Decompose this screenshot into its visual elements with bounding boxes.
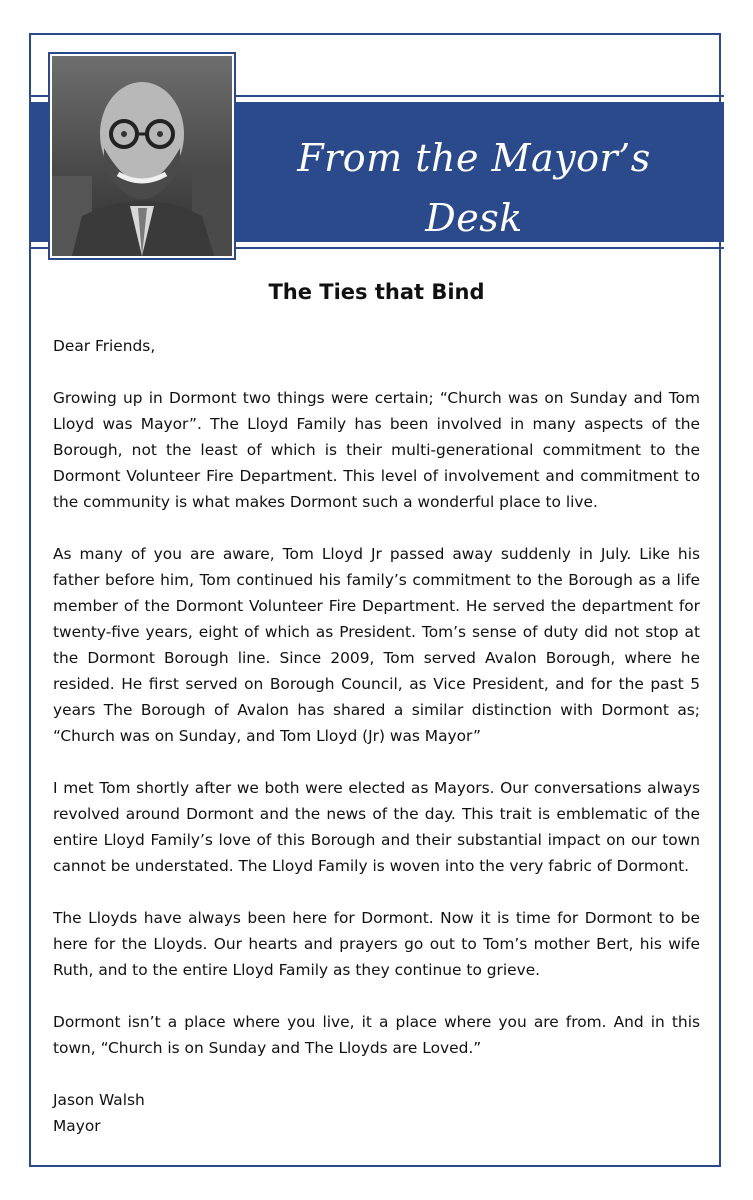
mayor-photo — [48, 52, 236, 260]
article-headline: The Ties that Bind — [268, 280, 485, 304]
article-body — [53, 333, 700, 1139]
paragraph-5: Dormont isn’t a place where you live, it a place where you are from. And in this town, “Church is on Sunday and The Lloyds are Loved.” — [53, 1013, 700, 1057]
paragraph-3: I met Tom shortly after we both were elected as Mayors. Our conversations always revolved around Dormont and the news of the day. This trait is emblematic of the entire Lloyd Family’s love of this Borough and their substantial impact on our town cannot be understated. The Lloyd Family is woven into the very fabric of Dormont. — [53, 779, 700, 875]
signature — [53, 1087, 700, 1139]
signature-title: Mayor — [53, 1117, 101, 1135]
signature-name: Jason Walsh — [53, 1091, 145, 1109]
paragraph-4: The Lloyds have always been here for Dormont. Now it is time for Dormont to be here for the Lloyds. Our hearts and prayers go out to Tom’s mother Bert, his wife Ruth, and to the entire Lloyd Family as they continue to grieve. — [53, 909, 700, 979]
paragraph-1: Growing up in Dormont two things were certain; “Church was on Sunday and Tom Lloyd was Mayor”. The Lloyd Family has been involved in many aspects of the Borough, not the least of which is their multi-generational commitment to the Dormont Volunteer Fire Department. This level of involvement and commitment to the community is what makes Dormont such a wonderful place to live. — [53, 389, 700, 511]
salutation: Dear Friends, — [53, 337, 156, 355]
paragraph-2: As many of you are aware, Tom Lloyd Jr passed away suddenly in July. Like his father before him, Tom continued his family’s commitment to the Borough as a life member of the Dormont Volunteer Fire Department. He served the department for twenty-five years, eight of which as President. Tom’s sense of duty did not stop at the Dormont Borough line. Since 2009, Tom served Avalon Borough, where he resided. He first served on Borough Council, as Vice President, and for the past 5 years The Borough of Avalon has shared a similar distinction with Dormont as; “Church was on Sunday, and Tom Lloyd (Jr) was Mayor” — [53, 545, 700, 745]
banner-title: From the Mayor’s Desk — [297, 136, 651, 240]
mayor-portrait-icon — [52, 56, 232, 256]
